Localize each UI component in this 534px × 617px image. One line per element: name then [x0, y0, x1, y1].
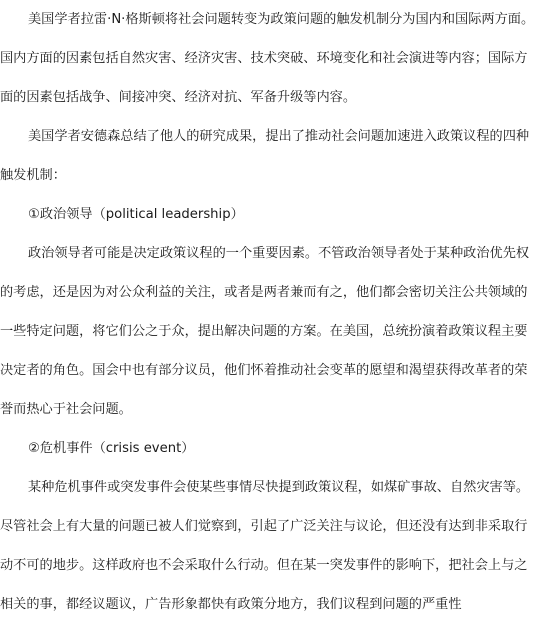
paragraph-line: 尽管社会上有大量的问题已被人们觉察到，引起了广泛关注与议论，但还没有达到非采取行 — [0, 519, 528, 534]
section-heading: ①政治领导（political leadership） — [28, 207, 244, 222]
paragraph-line: 国内方面的因素包括自然灾害、经济灾害、技术突破、环境变化和社会演进等内容；国际方 — [0, 51, 528, 66]
paragraph-line: 面的因素包括战争、间接冲突、经济对抗、军备升级等内容。 — [0, 90, 357, 105]
paragraph-line: 相关的事，都经议题议，广告形象都快有政策分地方，我们议程到问题的严重性 — [0, 597, 462, 612]
paragraph-line: 美国学者安德森总结了他人的研究成果，提出了推动社会问题加速进入政策议程的四种 — [28, 129, 530, 144]
paragraph-line: 誉而热心于社会问题。 — [0, 402, 132, 417]
paragraph-line: 某种危机事件或突发事件会使某些事情尽快提到政策议程，如煤矿事故、自然灾害等。 — [28, 480, 530, 495]
paragraph-line: 的考虑，还是因为对公众利益的关注，或者是两者兼而有之，他们都会密切关注公共领域的 — [0, 285, 528, 300]
paragraph-line: 政治领导者可能是决定政策议程的一个重要因素。不管政治领导者处于某种政治优先权 — [28, 246, 530, 261]
paragraph-line: 触发机制： — [0, 168, 66, 183]
paragraph-line: 美国学者拉雷·N·格斯顿将社会问题转变为政策问题的触发机制分为国内和国际两方面。 — [28, 12, 534, 27]
paragraph-line: 动不可的地步。这样政府也不会采取什么行动。但在某一突发事件的影响下，把社会上与之 — [0, 558, 528, 573]
paragraph-line: 决定者的角色。国会中也有部分议员，他们怀着推动社会变革的愿望和渴望获得改革者的荣 — [0, 363, 528, 378]
section-heading: ②危机事件（crisis event） — [28, 441, 195, 456]
paragraph-line: 一些特定问题，将它们公之于众，提出解决问题的方案。在美国，总统扮演着政策议程主要 — [0, 324, 528, 339]
